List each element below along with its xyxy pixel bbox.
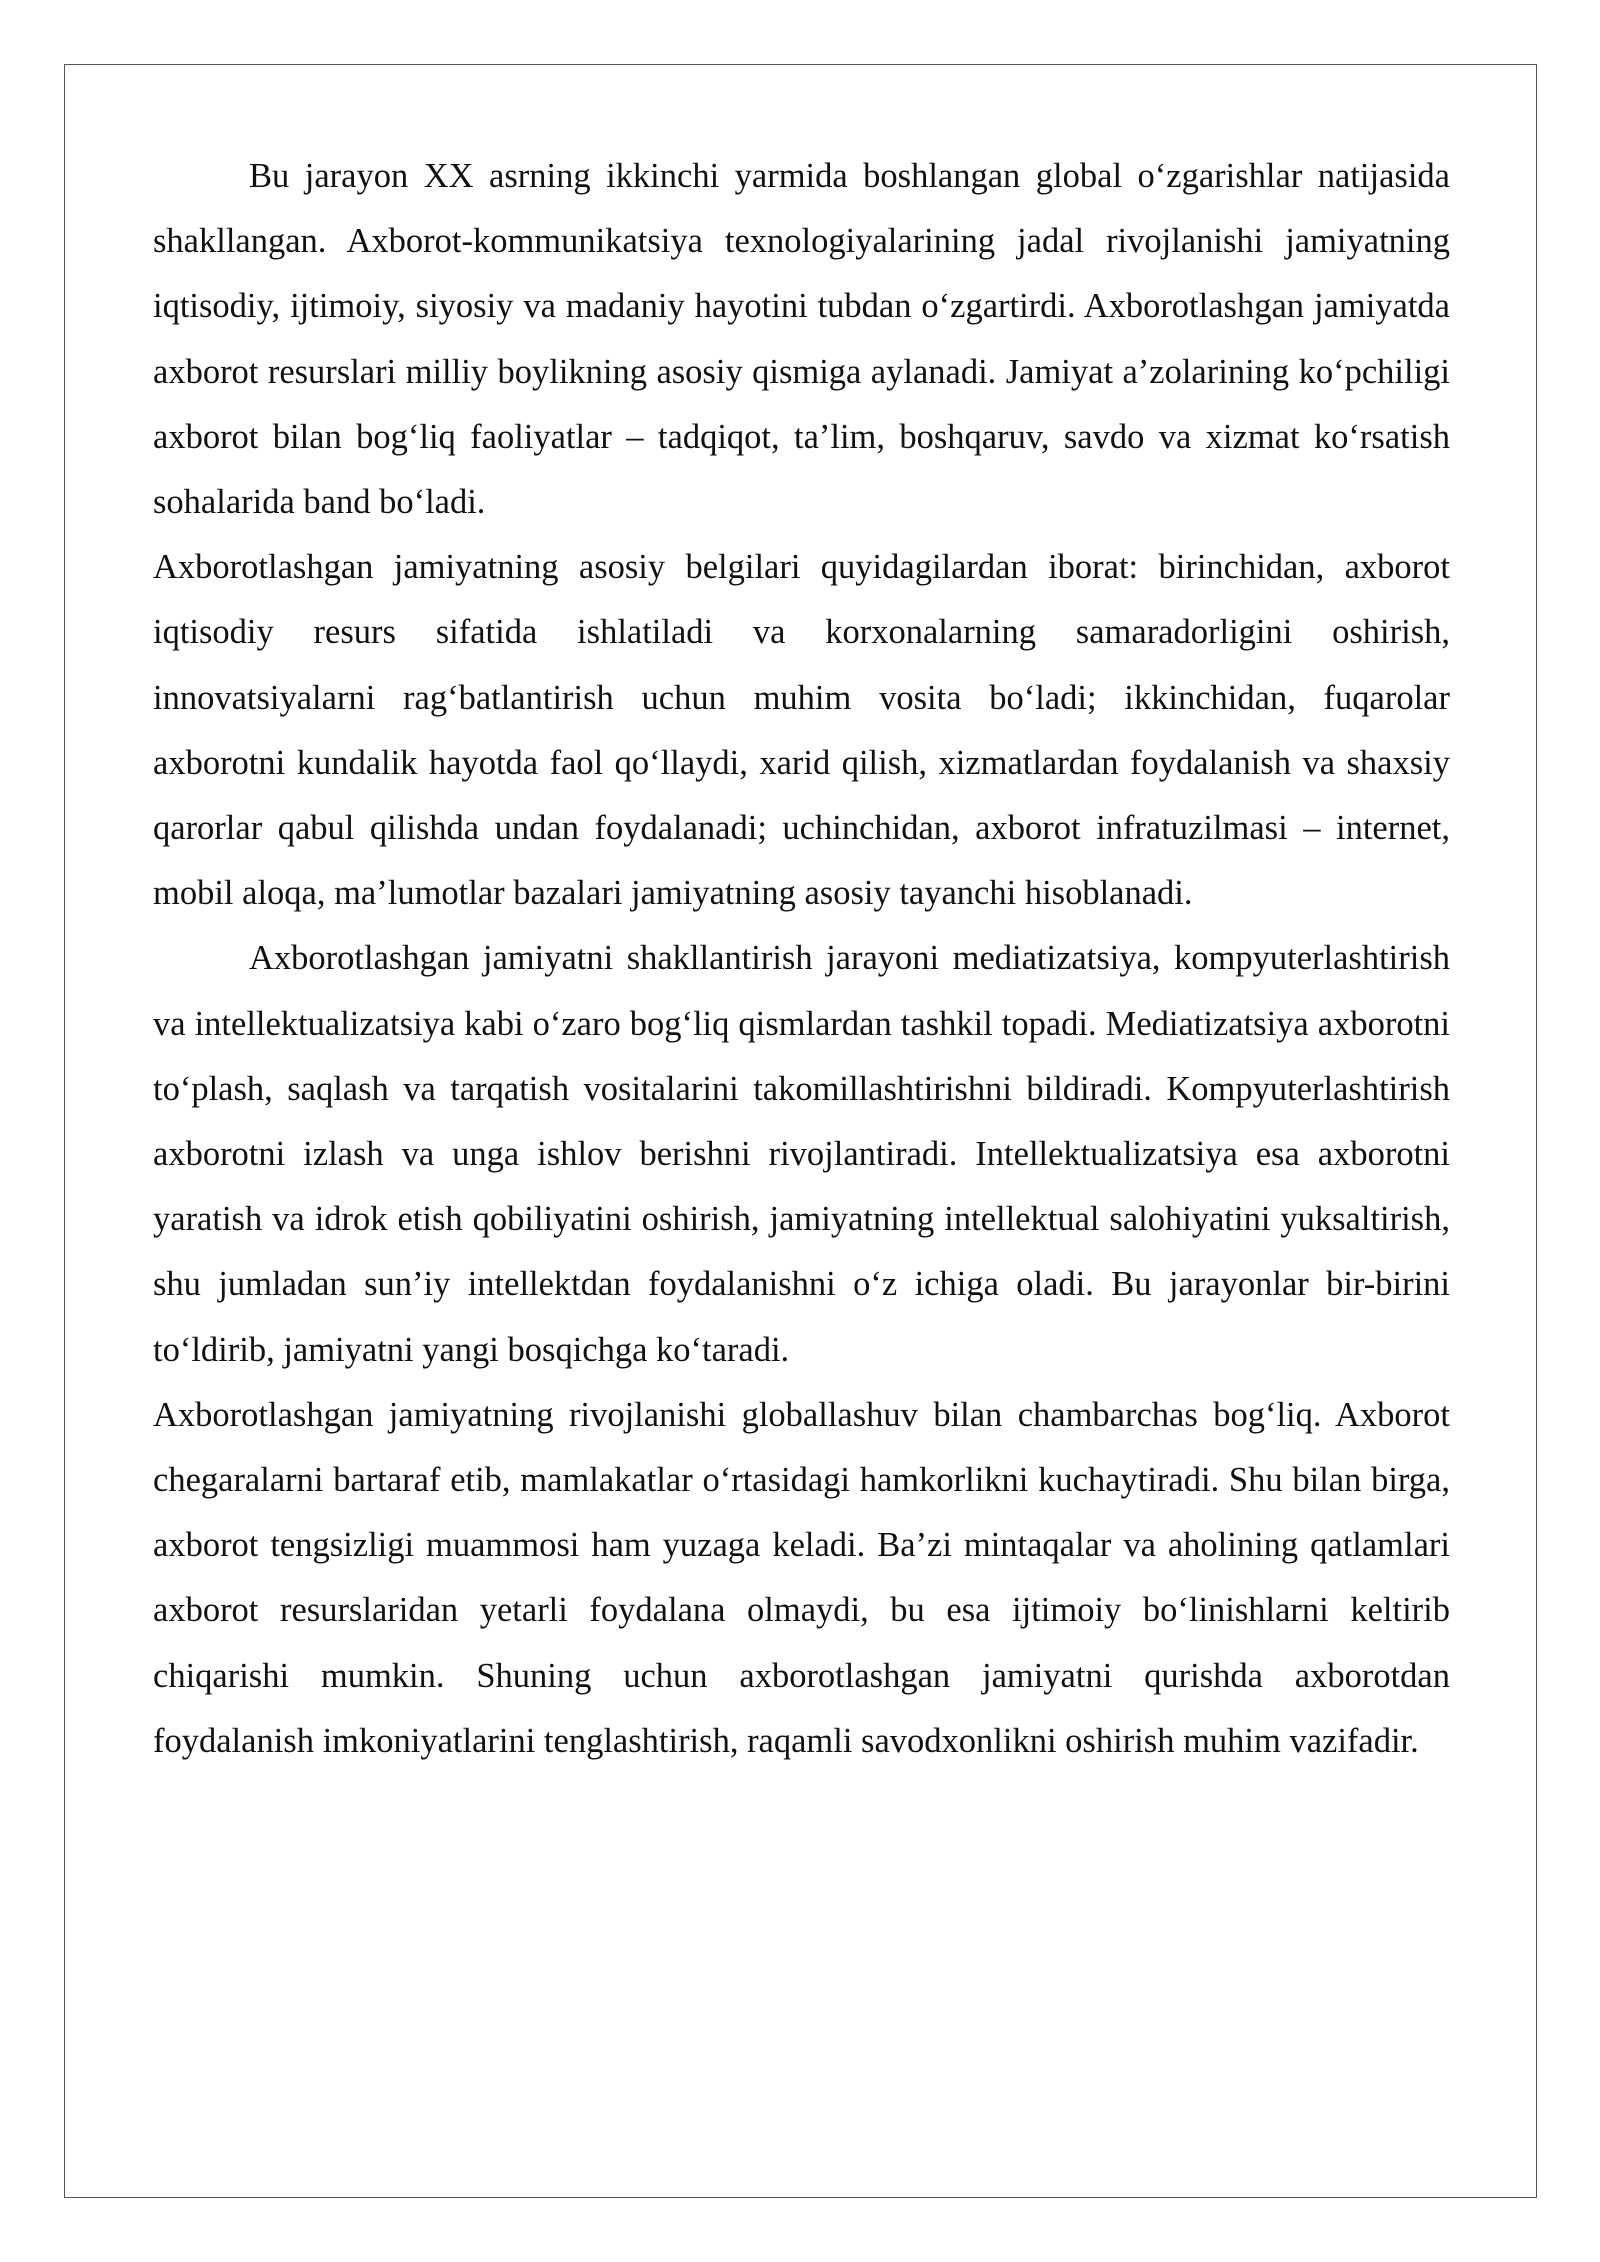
paragraph-3: Axborotlashgan jamiyatni shakllantirish jarayoni mediatizatsiya, kompyuterlashtirish va intellektualizatsiya kabi o‘zaro bog‘liq qismlardan tashkil topadi. Mediatizatsiya axborotni to‘plash, saqlash va tarqatish vositalarini takomillashtirishni bildiradi. Kompyuterlashtirish axborotni izlash va unga ishlov berishni rivojlantiradi. Intellektualizatsiya esa axborotni yaratish va idrok etish qobiliyatini oshirish, jamiyatning intellektual salohiyatini yuksaltirish, shu jumladan sun’iy intellektdan foydalanishni o‘z ichiga oladi. Bu jarayonlar bir-birini to‘ldirib, jamiyatni yangi bosqichga ko‘taradi. xyxy=(153,939,1450,1369)
document-body xyxy=(153,144,1450,1774)
paragraph-2: Axborotlashgan jamiyatning asosiy belgilari quyidagilardan iborat: birinchidan, axborot iqtisodiy resurs sifatida ishlatiladi va korxonalarning samaradorligini oshirish, innovatsiyalarni rag‘batlantirish uchun muhim vosita bo‘ladi; ikkinchidan, fuqarolar axborotni kundalik hayotda faol qo‘llaydi, xarid qilish, xizmatlardan foydalanish va shaxsiy qarorlar qabul qilishda undan foydalanadi; uchinchidan, axborot infratuzilmasi – internet, mobil aloqa, ma’lumotlar bazalari jamiyatning asosiy tayanchi hisoblanadi. xyxy=(153,548,1450,913)
paragraph-4: Axborotlashgan jamiyatning rivojlanishi globallashuv bilan chambarchas bog‘liq. Axborot chegaralarni bartaraf etib, mamlakatlar o‘rtasidagi hamkorlikni kuchaytiradi. Shu bilan birga, axborot tengsizligi muammosi ham yuzaga keladi. Ba’zi mintaqalar va aholining qatlamlari axborot resurslaridan yetarli foydalana olmaydi, bu esa ijtimoiy bo‘linishlarni keltirib chiqarishi mumkin. Shuning uchun axborotlashgan jamiyatni qurishda axborotdan foydalanish imkoniyatlarini tenglashtirish, raqamli savodxonlikni oshirish muhim vazifadir. xyxy=(153,1395,1450,1760)
paragraph-1: Bu jarayon XX asrning ikkinchi yarmida boshlangan global o‘zgarishlar natijasida shakllangan. Axborot-kommunikatsiya texnologiyalarining jadal rivojlanishi jamiyatning iqtisodiy, ijtimoiy, siyosiy va madaniy hayotini tubdan o‘zgartirdi. Axborotlashgan jamiyatda axborot resurslari milliy boylikning asosiy qismiga aylanadi. Jamiyat a’zolarining ko‘pchiligi axborot bilan bog‘liq faoliyatlar – tadqiqot, ta’lim, boshqaruv, savdo va xizmat ko‘rsatish sohalarida band bo‘ladi. xyxy=(153,157,1450,522)
